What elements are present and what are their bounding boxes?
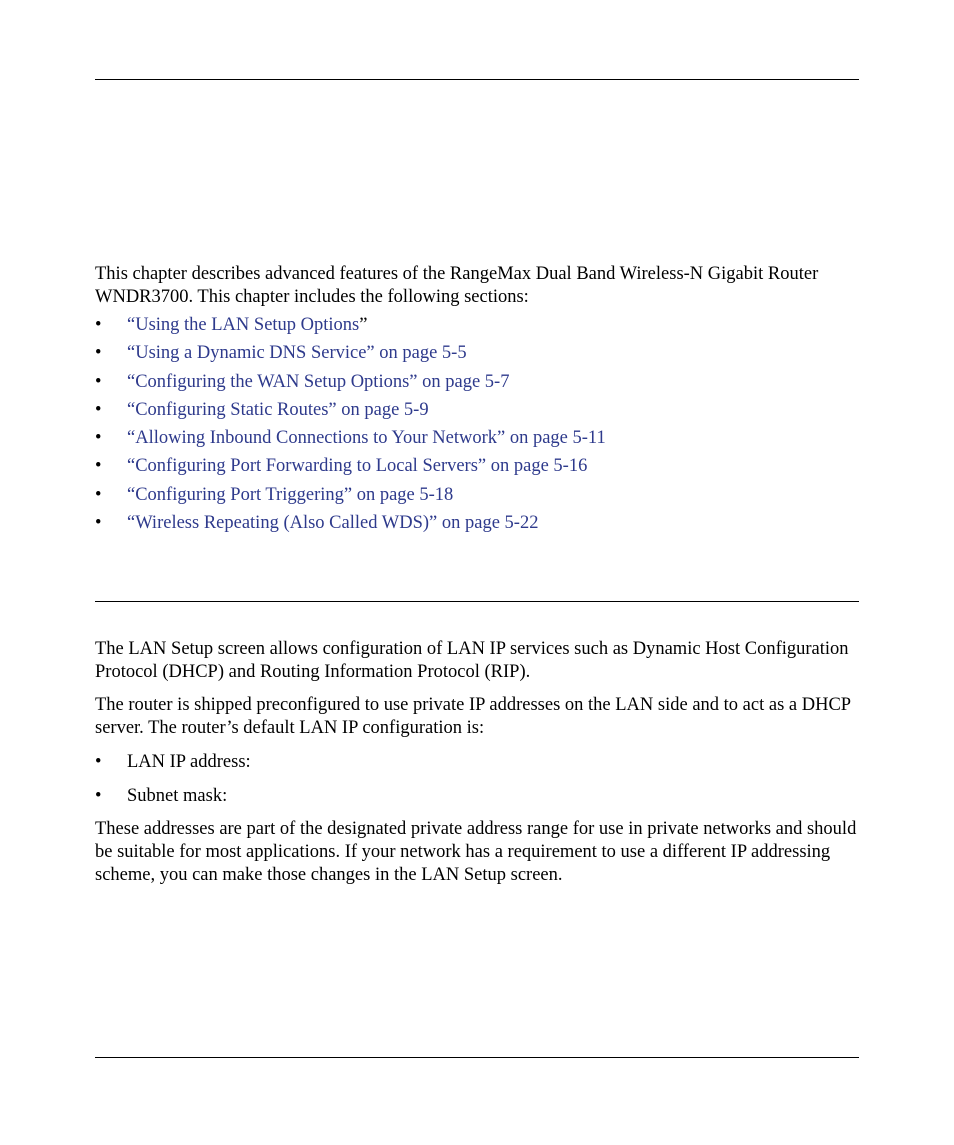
list-item xyxy=(95,484,606,512)
bullet-icon: • xyxy=(95,343,102,364)
defaults-paragraph: The router is shipped preconfigured to use private IP addresses on the LAN side and to act as a DHCP server. The router’s default LAN IP configuration is: xyxy=(95,695,851,738)
list-item xyxy=(95,427,606,455)
bullet-icon: • xyxy=(95,752,102,772)
lan-ip-label: LAN IP address: xyxy=(127,752,251,772)
bullet-icon: • xyxy=(95,456,102,477)
bullet-icon: • xyxy=(95,315,102,335)
list-item xyxy=(95,455,606,483)
addresses-paragraph: These addresses are part of the designated private address range for use in private networks and should be suitable for most applications. If your network has a requirement to use a different IP addressing scheme, you can make those changes in the LAN Setup screen. xyxy=(95,819,857,885)
toc-link-static-routes[interactable]: “Configuring Static Routes” on page 5-9 xyxy=(127,399,429,420)
section-link-list xyxy=(95,314,606,540)
intro-paragraph: This chapter describes advanced features of the RangeMax Dual Band Wireless-N Gigabit Router WNDR3700. This chapter includes the following sections: xyxy=(95,264,819,307)
list-item xyxy=(95,342,606,370)
bullet-icon: • xyxy=(95,513,102,534)
list-item xyxy=(95,512,606,540)
default-config-list xyxy=(95,751,251,819)
bullet-icon: • xyxy=(95,371,102,392)
bullet-icon: • xyxy=(95,484,102,505)
toc-link-port-forwarding[interactable]: “Configuring Port Forwarding to Local Servers” on page 5-16 xyxy=(127,456,588,477)
list-item xyxy=(95,785,251,819)
list-item xyxy=(95,751,251,785)
toc-link-port-triggering[interactable]: “Configuring Port Triggering” on page 5-18 xyxy=(127,484,454,505)
list-item xyxy=(95,371,606,399)
bullet-icon: • xyxy=(95,428,102,449)
section-rule xyxy=(95,601,859,602)
link-suffix: ” xyxy=(359,315,368,335)
toc-link-dynamic-dns[interactable]: “Using a Dynamic DNS Service” on page 5-5 xyxy=(127,343,467,364)
toc-link-wireless-repeating[interactable]: “Wireless Repeating (Also Called WDS)” on page 5-22 xyxy=(127,513,539,534)
footer-rule xyxy=(95,1057,859,1058)
toc-link-lan-setup[interactable]: “Using the LAN Setup Options xyxy=(127,315,360,335)
lan-setup-paragraph: The LAN Setup screen allows configuration of LAN IP services such as Dynamic Host Configuration Protocol (DHCP) and Routing Information Protocol (RIP). xyxy=(95,639,849,682)
header-rule xyxy=(95,79,859,80)
bullet-icon: • xyxy=(95,399,102,420)
bullet-icon: • xyxy=(95,786,102,806)
toc-link-inbound-connections[interactable]: “Allowing Inbound Connections to Your Network” on page 5-11 xyxy=(127,428,606,449)
list-item xyxy=(95,399,606,427)
toc-link-wan-setup[interactable]: “Configuring the WAN Setup Options” on page 5-7 xyxy=(127,371,510,392)
subnet-mask-label: Subnet mask: xyxy=(127,786,228,806)
list-item xyxy=(95,314,606,342)
